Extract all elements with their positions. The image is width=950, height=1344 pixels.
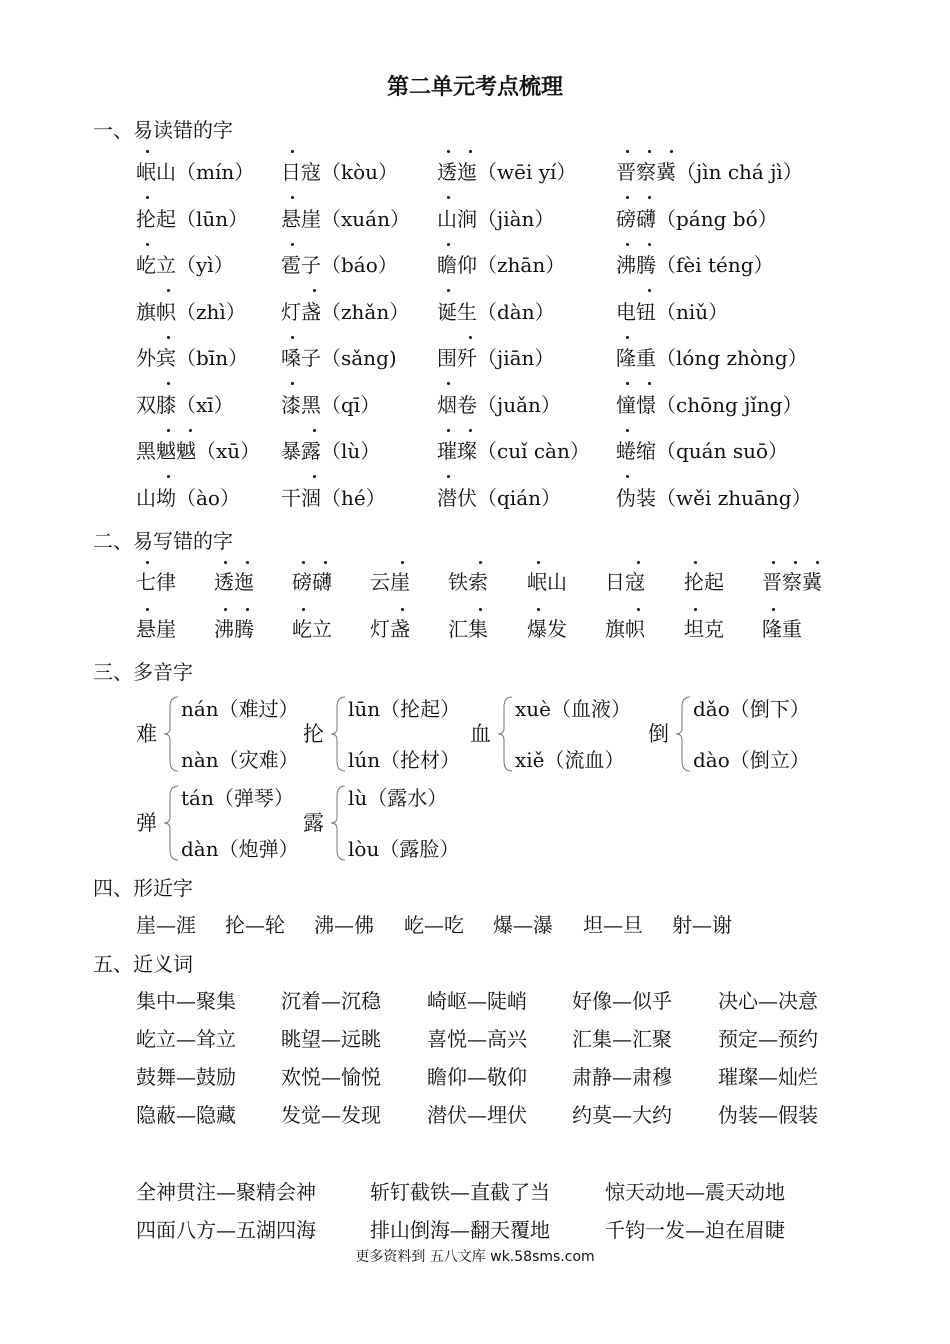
page-title: 第二单元考点梳理: [386, 74, 563, 100]
reading-item: 灯盏（zhǎn）: [281, 299, 410, 324]
similar-char-pair: 屹—吃: [404, 913, 464, 937]
emphasis-dot-icon: [167, 289, 170, 292]
emphasis-dot-icon: [291, 243, 294, 246]
emphasis-dot-icon: [313, 475, 316, 478]
reading-item: 悬崖（xuán）: [281, 206, 410, 231]
miswritten-word: 灯盏: [370, 617, 410, 641]
emphasis-dot-icon: [291, 196, 294, 199]
miswritten-word: 隆重: [762, 617, 802, 641]
reading-item: 暴露（lù）: [281, 439, 381, 463]
reading-item: 漆黑（qī）: [281, 392, 381, 417]
polyphone-char: 露: [303, 811, 324, 835]
emphasis-dot-icon: [670, 150, 673, 153]
emphasis-dot-icon: [447, 150, 450, 153]
idiom-pair: 千钧一发—迫在眉睫: [605, 1218, 785, 1242]
emphasis-dot-icon: [146, 150, 149, 153]
emphasis-dot-icon: [224, 561, 227, 564]
section-heading-1: 一、易读错的字: [93, 118, 233, 142]
brace-icon: [331, 786, 345, 860]
emphasis-dot-icon: [167, 336, 170, 339]
polyphone-char: 血: [470, 722, 491, 746]
miswritten-word: 云崖: [370, 570, 410, 594]
idiom-pair: 四面八方—五湖四海: [136, 1218, 316, 1242]
polyphone-top-reading: xuè（血液）: [515, 697, 631, 721]
miswritten-word: 岷山: [527, 570, 567, 594]
emphasis-dot-icon: [246, 608, 249, 611]
polyphone-bottom-reading: lún（抡材）: [348, 748, 461, 772]
miswritten-word: 透迤: [214, 570, 254, 594]
emphasis-dot-icon: [794, 561, 797, 564]
synonym-pair: 沉着—沉稳: [281, 989, 381, 1013]
emphasis-dot-icon: [626, 429, 629, 432]
similar-char-pair: 坦—旦: [583, 913, 643, 937]
section-heading-5: 五、近义词: [93, 952, 193, 976]
reading-item: 伪装（wěi zhuāng）: [616, 485, 812, 510]
emphasis-dot-icon: [224, 608, 227, 611]
reading-item: 潜伏（qián）: [437, 485, 562, 510]
synonym-pair: 瞻仰—敬仰: [427, 1065, 527, 1089]
emphasis-dot-icon: [626, 475, 629, 478]
emphasis-dot-icon: [146, 561, 149, 564]
emphasis-dot-icon: [626, 196, 629, 199]
emphasis-dot-icon: [447, 382, 450, 385]
similar-char-pair: 沸—佛: [314, 913, 374, 937]
synonym-pair: 璀璨—灿烂: [718, 1065, 818, 1089]
emphasis-dot-icon: [648, 243, 651, 246]
emphasis-dot-icon: [479, 561, 482, 564]
miswritten-word: 旗帜: [605, 617, 645, 641]
emphasis-dot-icon: [291, 382, 294, 385]
polyphone-char: 抡: [303, 722, 324, 746]
brace-icon: [331, 697, 345, 771]
synonym-pair: 肃静—肃穆: [572, 1065, 672, 1089]
polyphone-char: 弹: [136, 811, 157, 835]
miswritten-word: 晋察冀: [762, 570, 822, 594]
emphasis-dot-icon: [469, 336, 472, 339]
reading-item: 电钮（niǔ）: [616, 299, 729, 324]
reading-item: 瞻仰（zhān）: [437, 253, 566, 277]
synonym-pair: 决心—决意: [718, 989, 818, 1013]
emphasis-dot-icon: [479, 608, 482, 611]
emphasis-dot-icon: [626, 243, 629, 246]
emphasis-dot-icon: [626, 150, 629, 153]
similar-char-pair: 抡—轮: [225, 913, 285, 937]
section-heading-3: 三、多音字: [93, 660, 193, 684]
miswritten-word: 抡起: [684, 570, 724, 594]
similar-char-pair: 射—谢: [672, 913, 732, 937]
emphasis-dot-icon: [447, 289, 450, 292]
polyphone-top-reading: nán（难过）: [181, 697, 299, 721]
idiom-pair: 斩钉截铁—直截了当: [370, 1180, 550, 1204]
polyphone-bottom-reading: dàn（炮弹）: [181, 837, 299, 861]
reading-item: 山坳（ào）: [136, 485, 240, 510]
emphasis-dot-icon: [167, 475, 170, 478]
reading-item: 岷山（mín）: [136, 160, 255, 184]
synonym-pair: 鼓舞—鼓励: [136, 1065, 236, 1089]
emphasis-dot-icon: [146, 196, 149, 199]
synonym-pair: 好像—似乎: [572, 989, 672, 1013]
brace-icon: [498, 697, 512, 771]
synonym-pair: 集中—聚集: [136, 989, 236, 1013]
idiom-pair: 惊天动地—震天动地: [605, 1180, 785, 1204]
reading-item: 诞生（dàn）: [437, 299, 555, 324]
synonym-pair: 预定—预约: [718, 1027, 818, 1051]
reading-item: 璀璨（cuǐ càn）: [437, 439, 590, 463]
polyphone-bottom-reading: lòu（露脸）: [348, 837, 460, 861]
emphasis-dot-icon: [291, 336, 294, 339]
miswritten-word: 沸腾: [214, 617, 254, 641]
emphasis-dot-icon: [648, 150, 651, 153]
emphasis-dot-icon: [537, 608, 540, 611]
polyphone-top-reading: tán（弹琴）: [181, 786, 294, 810]
miswritten-word: 七律: [136, 570, 176, 594]
reading-item: 沸腾（fèi téng）: [616, 253, 774, 277]
emphasis-dot-icon: [648, 289, 651, 292]
emphasis-dot-icon: [447, 429, 450, 432]
emphasis-dot-icon: [313, 289, 316, 292]
emphasis-dot-icon: [401, 608, 404, 611]
emphasis-dot-icon: [772, 561, 775, 564]
synonym-pair: 伪装—假装: [718, 1103, 818, 1127]
emphasis-dot-icon: [146, 243, 149, 246]
synonym-pair: 隐蔽—隐藏: [136, 1103, 236, 1127]
section-heading-4: 四、形近字: [93, 876, 193, 900]
synonym-pair: 眺望—远眺: [281, 1027, 381, 1051]
miswritten-word: 汇集: [448, 617, 488, 641]
emphasis-dot-icon: [167, 429, 170, 432]
emphasis-dot-icon: [694, 561, 697, 564]
emphasis-dot-icon: [313, 429, 316, 432]
emphasis-dot-icon: [447, 196, 450, 199]
reading-item: 蜷缩（quán suō）: [616, 439, 789, 463]
reading-item: 山涧（jiàn）: [437, 206, 555, 231]
emphasis-dot-icon: [637, 561, 640, 564]
polyphone-bottom-reading: nàn（灾难）: [181, 748, 299, 772]
emphasis-dot-icon: [626, 336, 629, 339]
emphasis-dot-icon: [401, 561, 404, 564]
idiom-pair: 排山倒海—翻天覆地: [370, 1218, 550, 1242]
reading-item: 烟卷（juǎn）: [437, 392, 561, 417]
synonym-pair: 汇集—汇聚: [572, 1027, 672, 1051]
emphasis-dot-icon: [189, 429, 192, 432]
synonym-pair: 崎岖—陡峭: [427, 989, 527, 1013]
polyphone-char: 倒: [648, 722, 669, 746]
similar-char-pair: 爆—瀑: [493, 913, 553, 937]
polyphone-top-reading: lù（露水）: [348, 786, 448, 810]
brace-icon: [676, 697, 690, 771]
reading-item: 围歼（jiān）: [437, 346, 555, 370]
polyphone-bottom-reading: xiě（流血）: [515, 748, 625, 772]
synonym-pair: 喜悦—高兴: [427, 1027, 527, 1051]
similar-char-pair: 崖—涯: [136, 913, 196, 937]
reading-item: 双膝（xī）: [136, 392, 234, 417]
emphasis-dot-icon: [302, 608, 305, 611]
reading-item: 外宾（bīn）: [136, 346, 249, 370]
reading-item: 透迤（wēi yí）: [437, 160, 577, 184]
reading-item: 日寇（kòu）: [281, 160, 399, 184]
emphasis-dot-icon: [648, 382, 651, 385]
brace-icon: [164, 697, 178, 771]
idiom-pair: 全神贯注—聚精会神: [136, 1180, 316, 1204]
synonym-pair: 潜伏—埋伏: [427, 1103, 527, 1127]
miswritten-word: 屹立: [292, 617, 332, 641]
section-heading-2: 二、易写错的字: [93, 529, 233, 553]
emphasis-dot-icon: [302, 561, 305, 564]
reading-item: 旗帜（zhì）: [136, 299, 246, 324]
miswritten-word: 坦克: [684, 617, 724, 641]
polyphone-char: 难: [136, 722, 157, 746]
miswritten-word: 爆发: [527, 617, 567, 641]
reading-item: 抡起（lūn）: [136, 206, 249, 231]
reading-item: 隆重（lóng zhòng）: [616, 346, 808, 370]
reading-item: 晋察冀（jìn chá jì）: [616, 160, 803, 184]
emphasis-dot-icon: [291, 150, 294, 153]
brace-icon: [164, 786, 178, 860]
polyphone-bottom-reading: dào（倒立）: [693, 748, 810, 772]
reading-item: 雹子（báo）: [281, 253, 398, 277]
emphasis-dot-icon: [626, 382, 629, 385]
emphasis-dot-icon: [694, 608, 697, 611]
emphasis-dot-icon: [537, 561, 540, 564]
reading-item: 憧憬（chōng jǐng）: [616, 392, 803, 417]
emphasis-dot-icon: [816, 561, 819, 564]
miswritten-word: 磅礴: [292, 570, 332, 594]
polyphone-top-reading: lūn（抡起）: [348, 697, 461, 721]
footer-text: 更多资料到 五八文库 wk.58sms.com: [355, 1249, 595, 1265]
miswritten-word: 铁索: [448, 570, 488, 594]
synonym-pair: 发觉—发现: [281, 1103, 381, 1127]
emphasis-dot-icon: [246, 561, 249, 564]
synonym-pair: 约莫—大约: [572, 1103, 672, 1127]
emphasis-dot-icon: [146, 608, 149, 611]
emphasis-dot-icon: [772, 608, 775, 611]
emphasis-dot-icon: [324, 561, 327, 564]
miswritten-word: 日寇: [605, 570, 645, 594]
emphasis-dot-icon: [167, 382, 170, 385]
emphasis-dot-icon: [637, 608, 640, 611]
emphasis-dot-icon: [447, 475, 450, 478]
synonym-pair: 欢悦—愉悦: [281, 1065, 381, 1089]
emphasis-dot-icon: [469, 429, 472, 432]
reading-item: 黑魆魆（xū）: [136, 439, 261, 463]
synonym-pair: 屹立—耸立: [136, 1027, 236, 1051]
miswritten-word: 悬崖: [136, 617, 176, 641]
emphasis-dot-icon: [469, 150, 472, 153]
emphasis-dot-icon: [447, 243, 450, 246]
reading-item: 嗓子（sǎng): [281, 346, 397, 370]
emphasis-dot-icon: [648, 196, 651, 199]
reading-item: 磅礴（páng bó）: [616, 206, 778, 231]
reading-item: 干涸（hé）: [281, 485, 386, 510]
polyphone-top-reading: dǎo（倒下）: [693, 697, 810, 721]
reading-item: 屹立（yì）: [136, 253, 234, 277]
